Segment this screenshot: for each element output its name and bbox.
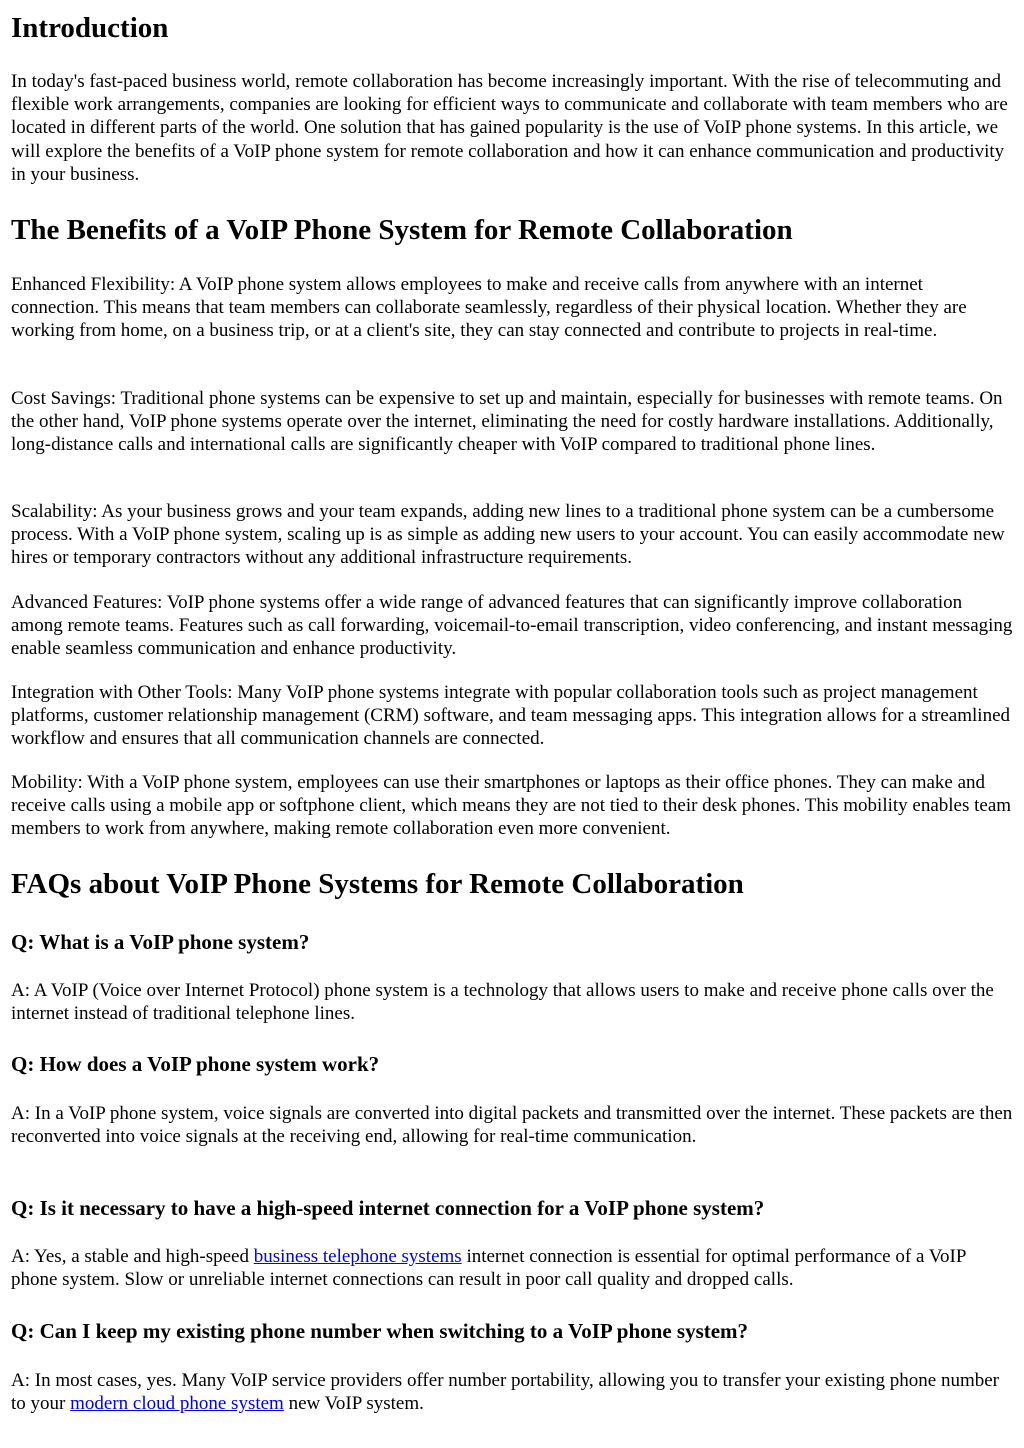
benefit-advanced-features: Advanced Features: VoIP phone systems offer a wide range of advanced features that can significantly improve collaboration among remote teams. Features such as call forwarding, voicemail-to-email transcription, video conferencing, and instant messaging enable seamless communication and enhance productivity. bbox=[11, 592, 1013, 660]
faq-question-3: Q: Is it necessary to have a high-speed internet connection for a VoIP phone system? bbox=[11, 1196, 765, 1220]
faq-answer-3-text-after: internet connection is essential for optimal performance of a VoIP phone system. Slow or unreliable internet connections can result in poor call quality and dropped calls. bbox=[11, 1246, 966, 1291]
benefit-integration: Integration with Other Tools: Many VoIP phone systems integrate with popular collaboration tools such as project management platforms, customer relationship management (CRM) software, and team messaging apps. This integration allows for a streamlined workflow and ensures that all communication channels are connected. bbox=[11, 682, 1011, 750]
faq-question-4: Q: Can I keep my existing phone number when switching to a VoIP phone system? bbox=[11, 1319, 749, 1343]
introduction-heading: Introduction bbox=[11, 12, 169, 44]
benefit-flexibility: Enhanced Flexibility: A VoIP phone system allows employees to make and receive calls from anywhere with an internet connection. This means that team members can collaborate seamlessly, regardless of their physical location. Whether they are working from home, on a business trip, or at a client's site, they can stay connected and contribute to projects in real-time. bbox=[11, 274, 967, 342]
faq-answer-4-text-after: new VoIP system. bbox=[283, 1393, 424, 1415]
faq-answer-3 bbox=[11, 1245, 1014, 1291]
faq-answer-4-text-before: A: In most cases, yes. Many VoIP service providers offer number portability, allowing you to transfer your existing phone number to your bbox=[11, 1370, 999, 1415]
benefit-mobility: Mobility: With a VoIP phone system, employees can use their smartphones or laptops as their office phones. They can make and receive calls using a mobile app or softphone client, which means they are not tied to their desk phones. This mobility enables team members to work from anywhere, making remote collaboration even more convenient. bbox=[11, 772, 1012, 840]
faq-answer-2: A: In a VoIP phone system, voice signals are converted into digital packets and transmitted over the internet. These packets are then reconverted into voice signals at the receiving end, allowing for real-time communication. bbox=[11, 1103, 1013, 1148]
benefit-cost-savings: Cost Savings: Traditional phone systems can be expensive to set up and maintain, especially for businesses with remote teams. On the other hand, VoIP phone systems operate over the internet, eliminating the need for costly hardware installations. Additionally, long-distance calls and international calls are significantly cheaper with VoIP compared to traditional phone lines. bbox=[11, 388, 1003, 456]
faq-question-2: Q: How does a VoIP phone system work? bbox=[11, 1052, 380, 1076]
faq-question-1: Q: What is a VoIP phone system? bbox=[11, 930, 310, 954]
business-telephone-systems-link[interactable]: business telephone systems bbox=[253, 1246, 462, 1267]
benefit-scalability: Scalability: As your business grows and your team expands, adding new lines to a traditional phone system can be a cumbersome process. With a VoIP phone system, scaling up is as simple as adding new users to your account. You can easily accommodate new hires or temporary contractors without any additional infrastructure requirements. bbox=[11, 501, 1005, 569]
faq-heading: FAQs about VoIP Phone Systems for Remote Collaboration bbox=[11, 868, 744, 900]
faq-answer-3-text-before: A: Yes, a stable and high-speed bbox=[11, 1246, 254, 1267]
intro-paragraph: In today's fast-paced business world, remote collaboration has become increasingly important. With the rise of telecommuting and flexible work arrangements, companies are looking for efficient ways to communicate and collaborate with team members who are located in different parts of the world. One solution that has gained popularity is the use of VoIP phone systems. In this article, we will explore the benefits of a VoIP phone system for remote collaboration and how it can enhance communication and productivity in your business. bbox=[11, 71, 1008, 185]
benefits-heading: The Benefits of a VoIP Phone System for Remote Collaboration bbox=[11, 214, 793, 246]
modern-cloud-phone-system-link[interactable]: modern cloud phone system bbox=[70, 1393, 284, 1415]
faq-answer-1: A: A VoIP (Voice over Internet Protocol) phone system is a technology that allows users to make and receive phone calls over the internet instead of traditional telephone lines. bbox=[11, 980, 994, 1025]
faq-answer-4 bbox=[11, 1369, 1014, 1415]
